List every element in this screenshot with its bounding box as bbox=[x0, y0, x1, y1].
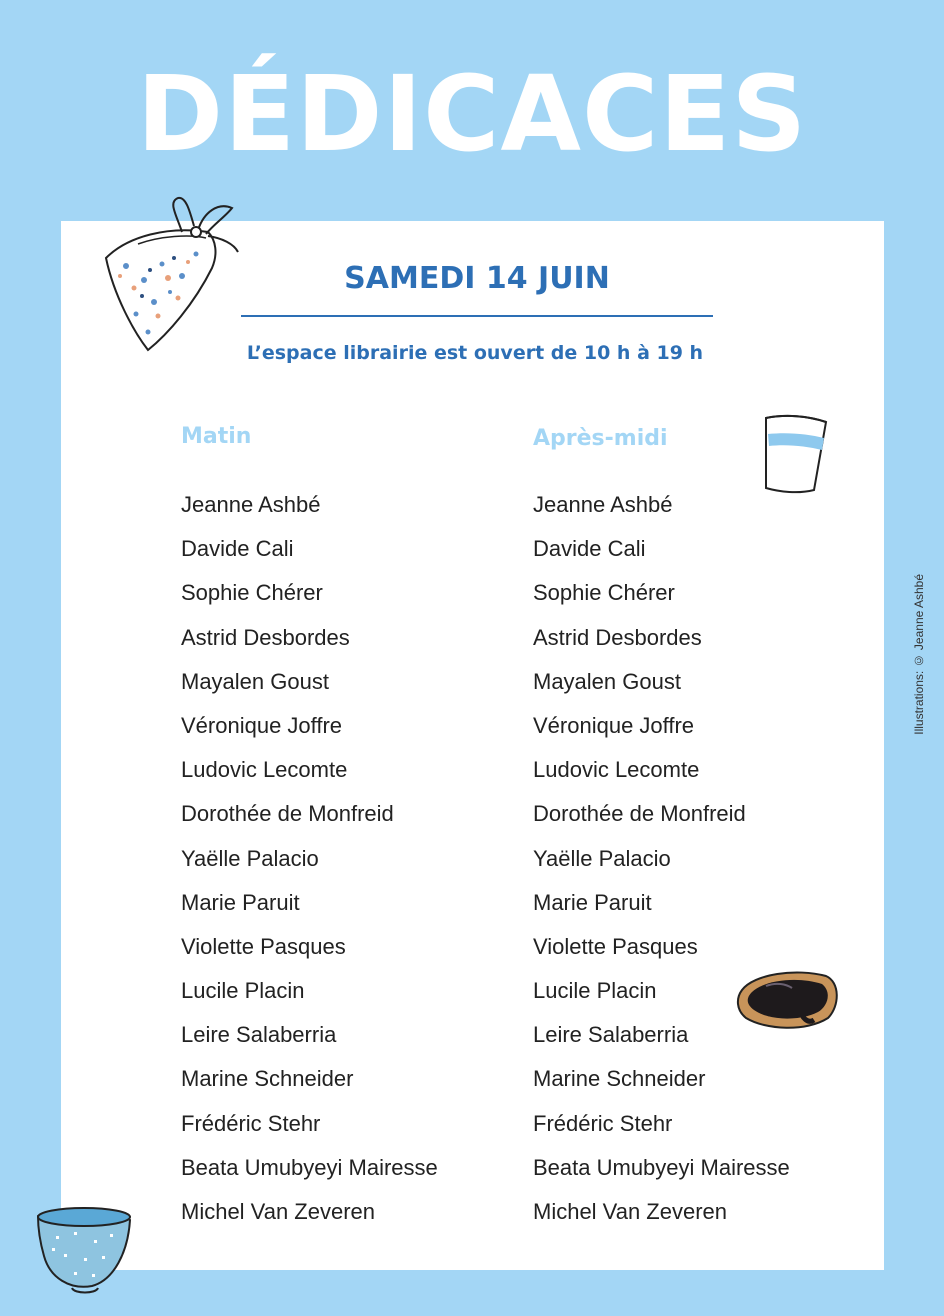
bowl-icon bbox=[34, 1202, 134, 1298]
list-item: Marine Schneider bbox=[533, 1066, 706, 1092]
list-item: Astrid Desbordes bbox=[533, 624, 702, 650]
list-item: Marine Schneider bbox=[181, 1066, 354, 1092]
event-date: SAMEDI 14 JUIN bbox=[344, 261, 610, 296]
toast-icon bbox=[736, 966, 840, 1034]
list-item: Ludovic Lecomte bbox=[533, 757, 700, 783]
list-item: Violette Pasques bbox=[181, 933, 346, 959]
glass-icon bbox=[756, 410, 830, 494]
bandana-bib-icon bbox=[98, 192, 242, 354]
list-item: Lucile Placin bbox=[181, 978, 305, 1004]
list-item: Mayalen Goust bbox=[181, 668, 329, 694]
list-item: Dorothée de Monfreid bbox=[181, 801, 394, 827]
list-item: Astrid Desbordes bbox=[181, 624, 350, 650]
list-item: Frédéric Stehr bbox=[181, 1110, 321, 1136]
opening-hours: L’espace librairie est ouvert de 10 h à 19 h bbox=[246, 342, 704, 364]
list-item: Beata Umubyeyi Mairesse bbox=[533, 1154, 790, 1180]
afternoon-list bbox=[533, 489, 790, 1240]
list-item: Lucile Placin bbox=[533, 978, 657, 1004]
morning-title: Matin bbox=[181, 424, 252, 449]
illustration-credit: Illustrations: © Jeanne Ashbé bbox=[912, 574, 926, 735]
afternoon-title: Après-midi bbox=[533, 426, 668, 451]
list-item: Marie Paruit bbox=[181, 889, 300, 915]
list-item: Beata Umubyeyi Mairesse bbox=[181, 1154, 438, 1180]
list-item: Mayalen Goust bbox=[533, 668, 681, 694]
list-item: Véronique Joffre bbox=[533, 712, 695, 738]
list-item: Jeanne Ashbé bbox=[181, 492, 321, 517]
list-item: Sophie Chérer bbox=[181, 580, 323, 606]
morning-list bbox=[181, 489, 438, 1240]
list-item: Frédéric Stehr bbox=[533, 1110, 673, 1136]
list-item: Sophie Chérer bbox=[533, 580, 675, 606]
list-item: Yaëlle Palacio bbox=[533, 845, 671, 871]
list-item: Davide Cali bbox=[181, 536, 294, 562]
date-divider bbox=[241, 315, 713, 317]
list-item: Ludovic Lecomte bbox=[181, 757, 348, 783]
list-item: Michel Van Zeveren bbox=[533, 1199, 728, 1224]
list-item: Violette Pasques bbox=[533, 933, 698, 959]
list-item: Leire Salaberria bbox=[181, 1022, 337, 1048]
list-item: Jeanne Ashbé bbox=[533, 492, 673, 517]
list-item: Marie Paruit bbox=[533, 889, 652, 915]
list-item: Véronique Joffre bbox=[181, 712, 343, 738]
list-item: Davide Cali bbox=[533, 536, 646, 562]
page-title: DÉDICACES bbox=[136, 53, 808, 175]
list-item: Michel Van Zeveren bbox=[181, 1199, 376, 1224]
list-item: Yaëlle Palacio bbox=[181, 845, 319, 871]
list-item: Dorothée de Monfreid bbox=[533, 801, 746, 827]
list-item: Leire Salaberria bbox=[533, 1022, 689, 1048]
